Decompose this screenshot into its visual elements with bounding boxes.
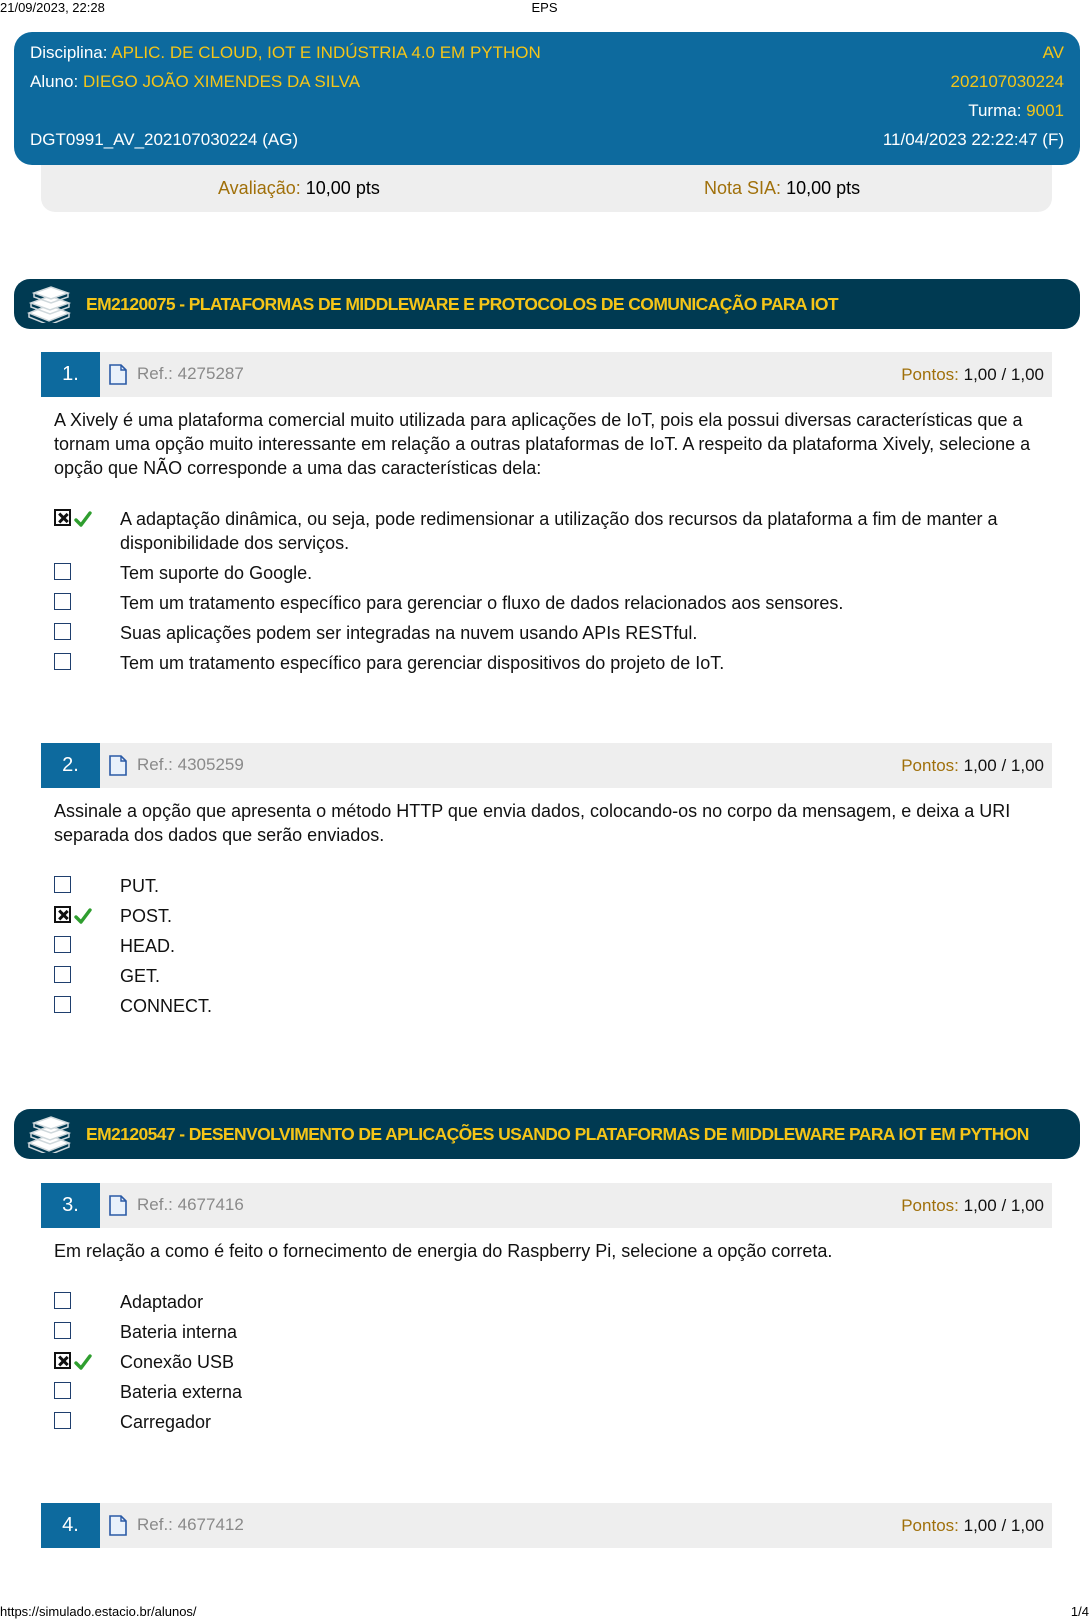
- section-banner: [14, 279, 1080, 329]
- avaliacao-unit: pts: [355, 178, 380, 198]
- exam-header-card: [14, 32, 1080, 165]
- checkbox-icon[interactable]: [54, 653, 71, 670]
- document-icon: [109, 1515, 127, 1536]
- checkbox-icon[interactable]: [54, 1382, 71, 1399]
- points-separator: /: [1001, 1516, 1007, 1535]
- checked-checkbox-icon[interactable]: [54, 1352, 71, 1369]
- question-points: [901, 1196, 1044, 1216]
- points-label: Pontos:: [901, 1516, 959, 1535]
- avaliacao-label: Avaliação:: [218, 178, 301, 198]
- matricula: 202107030224: [950, 72, 1064, 91]
- points-max: 1,00: [1010, 1196, 1044, 1215]
- question-ref: Ref.: 4275287: [137, 364, 244, 383]
- option-text: CONNECT.: [120, 996, 213, 1016]
- print-datetime: 21/09/2023, 22:28: [0, 0, 105, 15]
- option-text: PUT.: [120, 876, 160, 896]
- books-icon: [26, 1115, 72, 1153]
- option-text: Suas aplicações podem ser integradas na nuvem usando APIs RESTful.: [120, 623, 698, 643]
- print-url: https://simulado.estacio.br/alunos/: [0, 1604, 197, 1619]
- question-ref: Ref.: 4677412: [137, 1515, 244, 1534]
- print-title: EPS: [531, 0, 558, 15]
- checked-checkbox-icon[interactable]: [54, 509, 71, 526]
- option-text: Bateria interna: [120, 1322, 238, 1342]
- checkbox-icon[interactable]: [54, 1412, 71, 1429]
- checkbox-icon[interactable]: [54, 876, 71, 893]
- points-label: Pontos:: [901, 1196, 959, 1215]
- option-text: Tem um tratamento específico para gerenciar dispositivos do projeto de IoT.: [120, 653, 725, 673]
- points-value: 1,00: [963, 365, 997, 384]
- points-value: 1,00: [963, 1516, 997, 1535]
- question-header: [41, 352, 1052, 397]
- question-number: 3.: [41, 1183, 100, 1228]
- books-icon: [26, 285, 72, 323]
- document-icon: [109, 1195, 127, 1216]
- question-points: [901, 756, 1044, 776]
- checkbox-icon[interactable]: [54, 623, 71, 640]
- exam-code: DGT0991_AV_202107030224 (AG): [30, 130, 299, 149]
- print-header: [0, 0, 1089, 18]
- points-max: 1,00: [1010, 756, 1044, 775]
- option-text: Conexão USB: [120, 1352, 235, 1372]
- question-text: Assinale a opção que apresenta o método HTTP que envia dados, colocando-os no corpo da mensagem, e deixa a URI separada dos dados que serão enviados.: [54, 801, 1011, 845]
- grades-bar: [41, 165, 1052, 212]
- avaliacao-value: 10,00: [305, 178, 351, 198]
- option-text: Carregador: [120, 1412, 212, 1432]
- question-ref: Ref.: 4305259: [137, 755, 244, 774]
- option-text: HEAD.: [120, 936, 176, 956]
- nota-sia-value: 10,00: [786, 178, 832, 198]
- turma-line: [968, 101, 1064, 121]
- points-max: 1,00: [1010, 365, 1044, 384]
- aluno-label: Aluno:: [30, 72, 79, 91]
- question-points: [901, 1516, 1044, 1536]
- exam-datetime: 11/04/2023 22:22:47 (F): [882, 130, 1064, 149]
- question-header: [41, 1503, 1052, 1548]
- correct-check-icon: [74, 908, 92, 924]
- points-separator: /: [1001, 756, 1007, 775]
- checkbox-icon[interactable]: [54, 1292, 71, 1309]
- option-text: GET.: [120, 966, 161, 986]
- avaliacao-grade: [218, 178, 380, 199]
- checkbox-icon[interactable]: [54, 1322, 71, 1339]
- option-text: Adaptador: [120, 1292, 204, 1312]
- question-text: Em relação a como é feito o fornecimento de energia do Raspberry Pi, selecione a opção correta.: [54, 1241, 833, 1261]
- document-icon: [109, 755, 127, 776]
- disciplina-line: [30, 43, 541, 63]
- checkbox-icon[interactable]: [54, 996, 71, 1013]
- question-header: [41, 743, 1052, 788]
- question-number: 4.: [41, 1503, 100, 1548]
- points-value: 1,00: [963, 756, 997, 775]
- aluno-value: DIEGO JOÃO XIMENDES DA SILVA: [82, 72, 361, 91]
- question-header: [41, 1183, 1052, 1228]
- points-separator: /: [1001, 1196, 1007, 1215]
- option-text: Bateria externa: [120, 1382, 243, 1402]
- nota-sia-label: Nota SIA:: [704, 178, 782, 198]
- nota-sia-unit: pts: [836, 178, 861, 198]
- question-number: 2.: [41, 743, 100, 788]
- points-separator: /: [1001, 365, 1007, 384]
- points-value: 1,00: [963, 1196, 997, 1215]
- option-text: A adaptação dinâmica, ou seja, pode redimensionar a utilização dos recursos da plataforma a fim de manter a disponibilidade dos serviços.: [120, 509, 998, 553]
- print-page-number: 1/4: [1070, 1604, 1089, 1619]
- option-text: Tem um tratamento específico para gerenciar o fluxo de dados relacionados aos sensores.: [120, 593, 844, 613]
- correct-check-icon: [74, 1354, 92, 1370]
- checkbox-icon[interactable]: [54, 936, 71, 953]
- turma-label: Turma:: [968, 101, 1022, 120]
- points-max: 1,00: [1010, 1516, 1044, 1535]
- option-text: POST.: [120, 906, 173, 926]
- question-points: [901, 365, 1044, 385]
- exam-type: AV: [1042, 43, 1064, 62]
- section-title: EM2120075 - PLATAFORMAS DE MIDDLEWARE E PROTOCOLOS DE COMUNICAÇÃO PARA IOT: [86, 294, 838, 314]
- points-label: Pontos:: [901, 756, 959, 775]
- checkbox-icon[interactable]: [54, 966, 71, 983]
- section-banner: [14, 1109, 1080, 1159]
- disciplina-label: Disciplina:: [30, 43, 108, 62]
- question-number: 1.: [41, 352, 100, 397]
- checkbox-icon[interactable]: [54, 593, 71, 610]
- turma-value: 9001: [1026, 101, 1064, 120]
- aluno-line: [30, 72, 360, 92]
- document-icon: [109, 364, 127, 385]
- question-ref: Ref.: 4677416: [137, 1195, 244, 1214]
- checkbox-icon[interactable]: [54, 563, 71, 580]
- section-title: EM2120547 - DESENVOLVIMENTO DE APLICAÇÕES USANDO PLATAFORMAS DE MIDDLEWARE PARA IOT EM PYTHON: [86, 1124, 1029, 1144]
- disciplina-value: APLIC. DE CLOUD, IOT E INDÚSTRIA 4.0 EM PYTHON: [111, 43, 541, 62]
- question-text: A Xively é uma plataforma comercial muito utilizada para aplicações de IoT, pois ela possui diversas características que a tornam uma opção muito interessante em relação a outras plataformas de IoT. A respeito da plataforma Xively, selecione a opção que NÃO corresponde a uma das características dela:: [54, 410, 1031, 478]
- checked-checkbox-icon[interactable]: [54, 906, 71, 923]
- print-footer: [0, 1604, 1089, 1622]
- correct-check-icon: [74, 511, 92, 527]
- option-text: Tem suporte do Google.: [120, 563, 313, 583]
- nota-sia-grade: [704, 178, 860, 199]
- points-label: Pontos:: [901, 365, 959, 384]
